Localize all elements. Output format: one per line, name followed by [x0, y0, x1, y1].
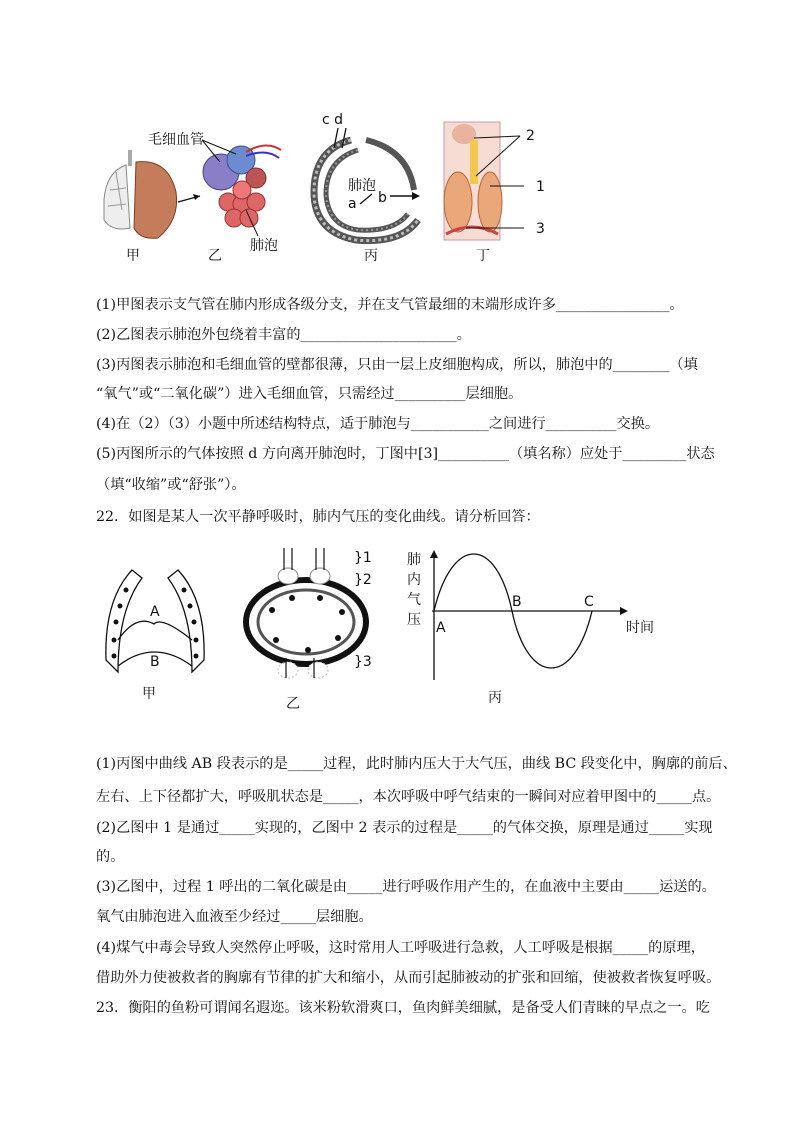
q21-line-4: “氧气”或“二氧化碳”）进入毛细血管，只需经过__________层细胞。	[96, 386, 523, 402]
label-yi-1: }1	[354, 550, 372, 566]
caption-jia-2: 甲	[142, 686, 156, 702]
caption-ding: 丁	[476, 248, 490, 264]
label-alveolus-bing: 肺泡	[348, 178, 376, 194]
label-arrow-a: a	[348, 196, 357, 212]
q22-line-1: (1)丙图中曲线 AB 段表示的是_____过程，此时肺内压大于大气压，曲线 BC 段变化中，胸廓的前后、	[96, 756, 737, 772]
q22-line-8: 借助外力使被救者的胸廓有节律的扩大和缩小，从而引起肺被动的扩张和回缩，使被救者恢复呼吸。	[96, 970, 721, 986]
label-num-2: 2	[526, 128, 535, 144]
q22-line-2: 左右、上下径都扩大，呼吸肌状态是_____，本次呼吸中呼气结束的一瞬间对应着甲图中的_____点。	[96, 789, 721, 805]
caption-yi: 乙	[208, 248, 222, 264]
label-jia-A: A	[150, 604, 160, 620]
caption-yi-2: 乙	[286, 696, 300, 712]
figure-respiratory-row1	[96, 110, 566, 270]
caption-jia: 甲	[126, 248, 140, 264]
ylabel-char-4: 压	[407, 612, 421, 628]
q21-line-5: (4)在（2）（3）小题中所述结构特点，适于肺泡与___________之间进行__________交换。	[96, 416, 660, 432]
label-arrow-b: b	[378, 190, 387, 206]
q22-line-4: 的。	[96, 849, 125, 865]
q21-line-2: (2)乙图表示肺泡外包绕着丰富的______________________。	[96, 327, 471, 343]
pressure-curve-bing	[430, 550, 628, 680]
q22-line-6: 氧气由肺泡进入血液至少经过_____层细胞。	[96, 909, 373, 925]
q21-line-7: （填“收缩”或“舒张”）。	[96, 477, 246, 493]
xlabel-time: 时间	[626, 620, 654, 636]
figure-breathing-row2	[96, 540, 656, 715]
ylabel-char-3: 气	[407, 592, 421, 608]
label-yi-3: }3	[354, 654, 372, 670]
label-num-3: 3	[536, 221, 545, 237]
respiratory-system-ding	[444, 122, 502, 240]
q22-intro: 22．如图是某人一次平静呼吸时，肺内气压的变化曲线。请分析回答：	[96, 509, 540, 525]
q21-line-6: (5)丙图所示的气体按照 d 方向离开肺泡时，丁图中[3]__________（填名称）应处于_________状态	[96, 446, 715, 462]
label-jia-B: B	[150, 654, 160, 670]
label-alveolus-yi: 肺泡	[250, 238, 278, 254]
point-B: B	[512, 594, 522, 610]
point-C: C	[584, 594, 594, 610]
arrow-a	[360, 194, 372, 204]
label-arrow-cd: c d	[322, 112, 344, 128]
caption-bing-2: 丙	[488, 690, 502, 706]
q23-line-1: 23．衡阳的鱼粉可谓闻名遐迩。该米粉软滑爽口，鱼肉鲜美细腻，是备受人们青睐的早点之一。吃	[96, 1000, 710, 1016]
label-capillary: 毛细血管	[148, 132, 204, 148]
alveolus-exchange-yi	[246, 548, 366, 678]
ylabel-char-2: 内	[407, 572, 421, 588]
point-A: A	[436, 620, 446, 636]
q21-line-1: (1)甲图表示支气管在肺内形成各级分支，并在支气管最细的末端形成许多________________。	[96, 297, 684, 313]
label-yi-2: }2	[354, 572, 372, 588]
caption-bing: 丙	[364, 248, 378, 264]
lung-illustration-jia	[104, 150, 177, 238]
q22-line-3: (2)乙图中 1 是通过_____实现的，乙图中 2 表示的过程是_____的气体交换，原理是通过_____实现	[96, 820, 713, 836]
ylabel-char-1: 肺	[407, 552, 421, 568]
q22-line-7: (4)煤气中毒会导致人突然停止呼吸，这时常用人工呼吸进行急救，人工呼吸是根据_____的原理，	[96, 940, 705, 956]
q21-line-3: (3)丙图表示肺泡和毛细血管的壁都很薄，只由一层上皮细胞构成，所以，肺泡中的________（填	[96, 357, 698, 373]
label-num-1: 1	[536, 179, 545, 195]
alveoli-cluster-yi	[203, 145, 281, 227]
q22-line-5: (3)乙图中，过程 1 呼出的二氧化碳是由_____进行呼吸作用产生的，在血液中主要由_____运送的。	[96, 879, 716, 895]
